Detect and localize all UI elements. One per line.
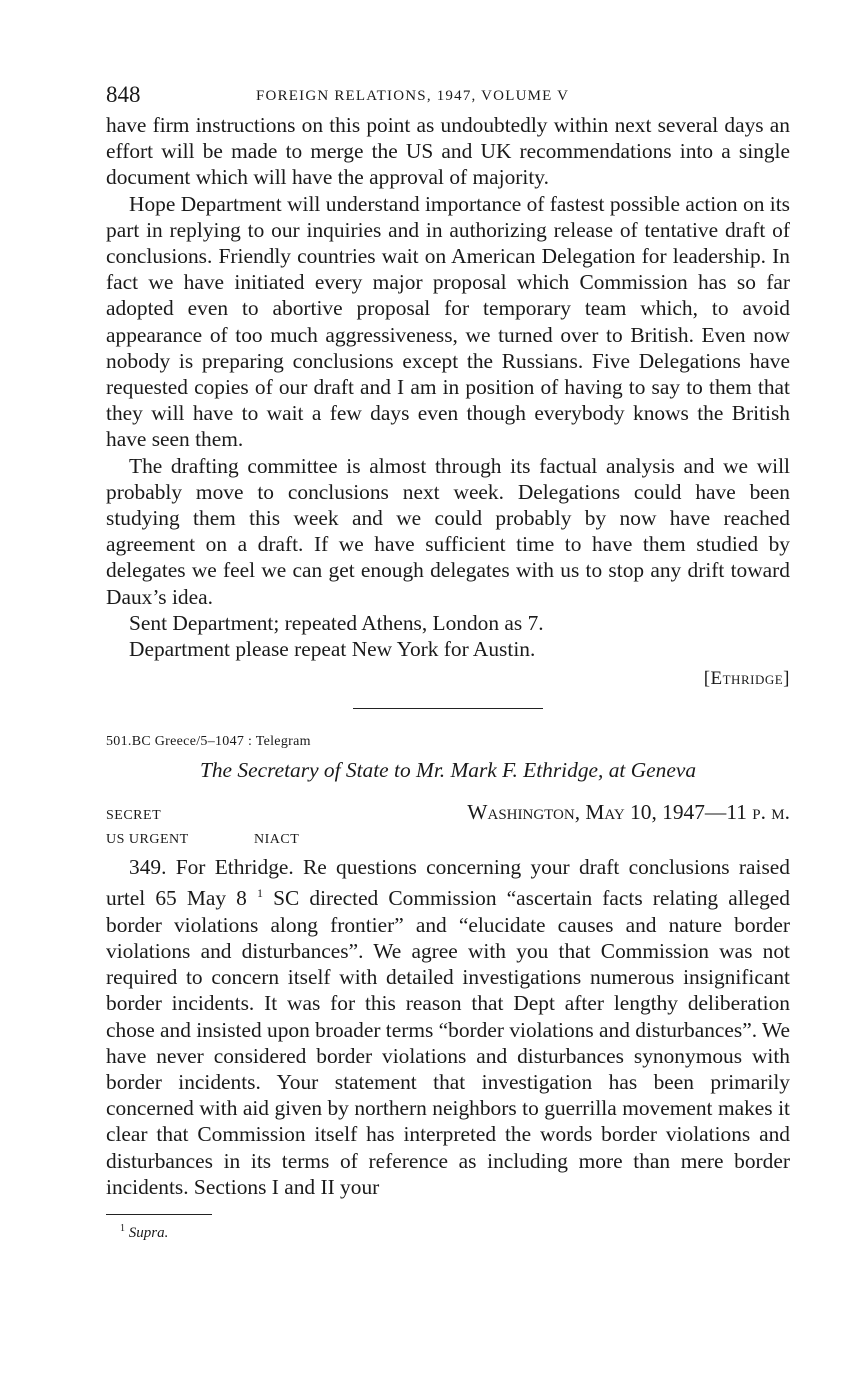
footnote-marker: 1 xyxy=(120,1223,125,1235)
footnote xyxy=(120,1223,790,1242)
page-number: 848 xyxy=(106,82,141,107)
dateline: Washington, May 10, 1947—11 p. m. xyxy=(467,800,790,825)
telegram-body-part2: SC directed Commission “ascertain facts relating alleged border violations along frontier” and “elucidate causes and nature border violations and disturbances”. We agree with you that Commission was not required to concern itself with detailed investigations numerous insignificant border incidents. It was for this reason that Dept after lengthy deliberation chose and insisted upon broader terms “border violations and disturbances”. We have never considered border violations and disturbances synonymous with border incidents. Your statement that investigation has been primarily concerned with aid given by northern neighbors to guerrilla movement makes it clear that Commission itself has interpreted the words border violations and disturbances in its terms of reference as including more than mere border incidents. Sections I and II your xyxy=(106,886,790,1199)
classification-label: SECRET xyxy=(106,808,162,824)
running-head: FOREIGN RELATIONS, 1947, VOLUME V xyxy=(256,88,570,104)
telegram-body-part1: 349. For Ethridge. Re questions concerning your draft conclusions raised urtel 65 May 8 xyxy=(106,855,790,911)
priority-label: US URGENT xyxy=(106,832,189,848)
document-title: The Secretary of State to Mr. Mark F. Ethridge, at Geneva xyxy=(199,758,697,783)
footnote-text: Supra. xyxy=(128,1225,169,1242)
paragraph-telegram-body xyxy=(106,854,790,1200)
priority-row xyxy=(106,828,790,852)
repeat-line: Department please repeat New York for Austin. xyxy=(129,637,536,662)
footnote-reference: 1 xyxy=(256,886,263,901)
signature-ethridge: [Ethridge] xyxy=(703,668,790,690)
document-page xyxy=(106,80,790,1242)
paragraph-continuation: have firm instructions on this point as undoubtedly within next several days an effort will be made to merge the US and UK recommendations into a single document which will have the approval of majority. xyxy=(106,113,790,190)
file-reference: 501.BC Greece/5–1047 : Telegram xyxy=(106,734,311,750)
sent-department-line: Sent Department; repeated Athens, London as 7. xyxy=(129,610,544,635)
classification-row xyxy=(106,800,790,828)
footnote-divider xyxy=(106,1214,212,1215)
page-header xyxy=(106,80,790,112)
paragraph-hope-department: Hope Department will understand importance of fastest possible action on its part in replying to our inquiries and in authorizing release of tentative draft of conclusions. Friendly countries wait on American Delegation for leadership. In fact we have initiated every major proposal which Commission has so far adopted even to abortive proposal for temporary team which, to avoid appearance of too much aggressiveness, we turned over to British. Even now nobody is preparing conclusions except the Russians. Five Delegations have requested copies of our draft and I am in position of having to say to them that they will have to wait a few days even though everybody knows the British have seen them. xyxy=(106,191,790,452)
niact-label: NIACT xyxy=(254,832,300,848)
section-divider xyxy=(353,708,543,709)
paragraph-drafting-committee: The drafting committee is almost through its factual analysis and we will probably move to conclusions next week. Delegations could have been studying them this week and we could probably by now have reached agreement on a draft. If we have sufficient time to have them studied by delegates we feel we can get enough delegates with us to stop any drift toward Daux’s idea. xyxy=(106,453,790,609)
